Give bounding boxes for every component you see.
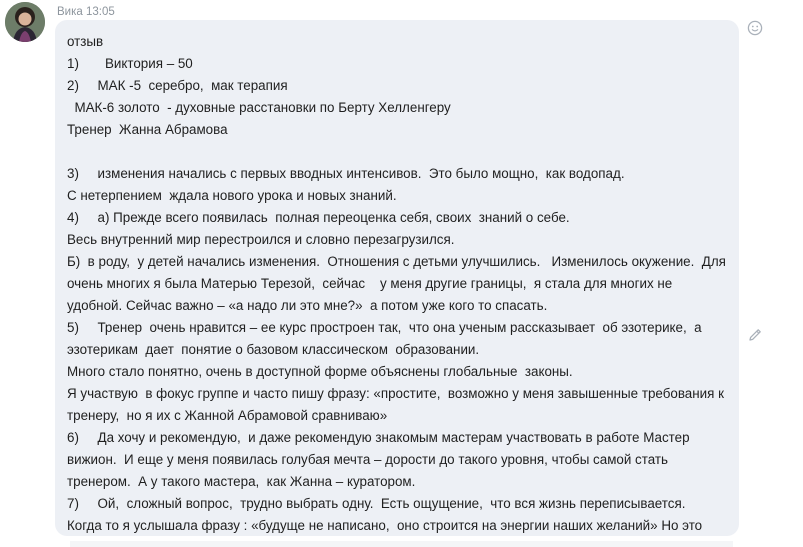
pencil-icon[interactable] [747,327,763,343]
message-line: вижион. И еще у меня появилась голубая мечта – дорости до такого уровня, чтобы самой стать [67,452,668,467]
message-line: отзыв [67,34,104,49]
message-line: Когда то я услышала фразу : «будуще не написано, оно строится на энергии наших желаний» Но это [67,518,703,533]
message-time: 13:05 [85,6,115,18]
smile-icon[interactable] [747,20,763,36]
message-line: 3) изменения начались с первых вводных интенсивов. Это было мощно, как водопад. [67,166,625,181]
message-line: 2) МАК -5 серебро, мак терапия [67,78,288,93]
message-line [67,141,727,163]
avatar[interactable] [5,2,45,42]
message-text [55,20,739,536]
message-line: эзотерикам дает понятие о базовом классическом образовании. [67,342,480,357]
message-meta [57,5,115,19]
message-line: 4) а) Прежде всего появилась полная переоценка себя, своих знаний о себе. [67,210,570,225]
message-line: 1) Виктория – 50 [67,56,193,71]
message-line: тренеру, но я их с Жанной Абрамовой сравниваю» [67,408,388,423]
message-bubble [55,20,739,536]
message-line: Я участвую в фокус группе и часто пишу фразу: «простите, возможно у меня завышенные требования к [67,386,724,401]
message-line: удобной. Сейчас важно – «а надо ли это мне?» а потом уже кого то спасать. [67,298,548,313]
message-line: тренером. А у такого мастера, как Жанна – куратором. [67,474,416,489]
message-line: Б) в роду, у детей начались изменения. Отношения с детьми улучшились. Изменилось окужение. Для [67,254,726,269]
message-line: 5) Тренер очень нравится – ее курс простроен так, что она ученым рассказывает об эзотерике, а [67,320,702,335]
message-line: Весь внутренний мир перестроился и словно перезагрузился. [67,232,455,247]
author-name[interactable]: Вика [57,6,83,18]
message-line: 7) Ой, сложный вопрос, трудно выбрать одну. Есть ощущение, что вся жизнь переписывается. [67,496,686,511]
message-line: С нетерпением ждала нового урока и новых знаний. [67,188,397,203]
message-line: Тренер Жанна Абрамова [67,122,228,137]
message-line: 6) Да хочу и рекомендую, и даже рекомендую знакомым мастерам участвовать в работе Мастер [67,430,690,445]
message-line: МАК-6 золото - духовные расстановки по Берту Хелленгеру [67,100,451,115]
message-line: очень многих я была Матерью Терезой, сейчас у меня другие границы, я стала для многих не [67,276,673,291]
message-line: Много стало понятно, очень в доступной форме объяснены глобальные законы. [67,364,573,379]
composer-edge [70,541,733,547]
